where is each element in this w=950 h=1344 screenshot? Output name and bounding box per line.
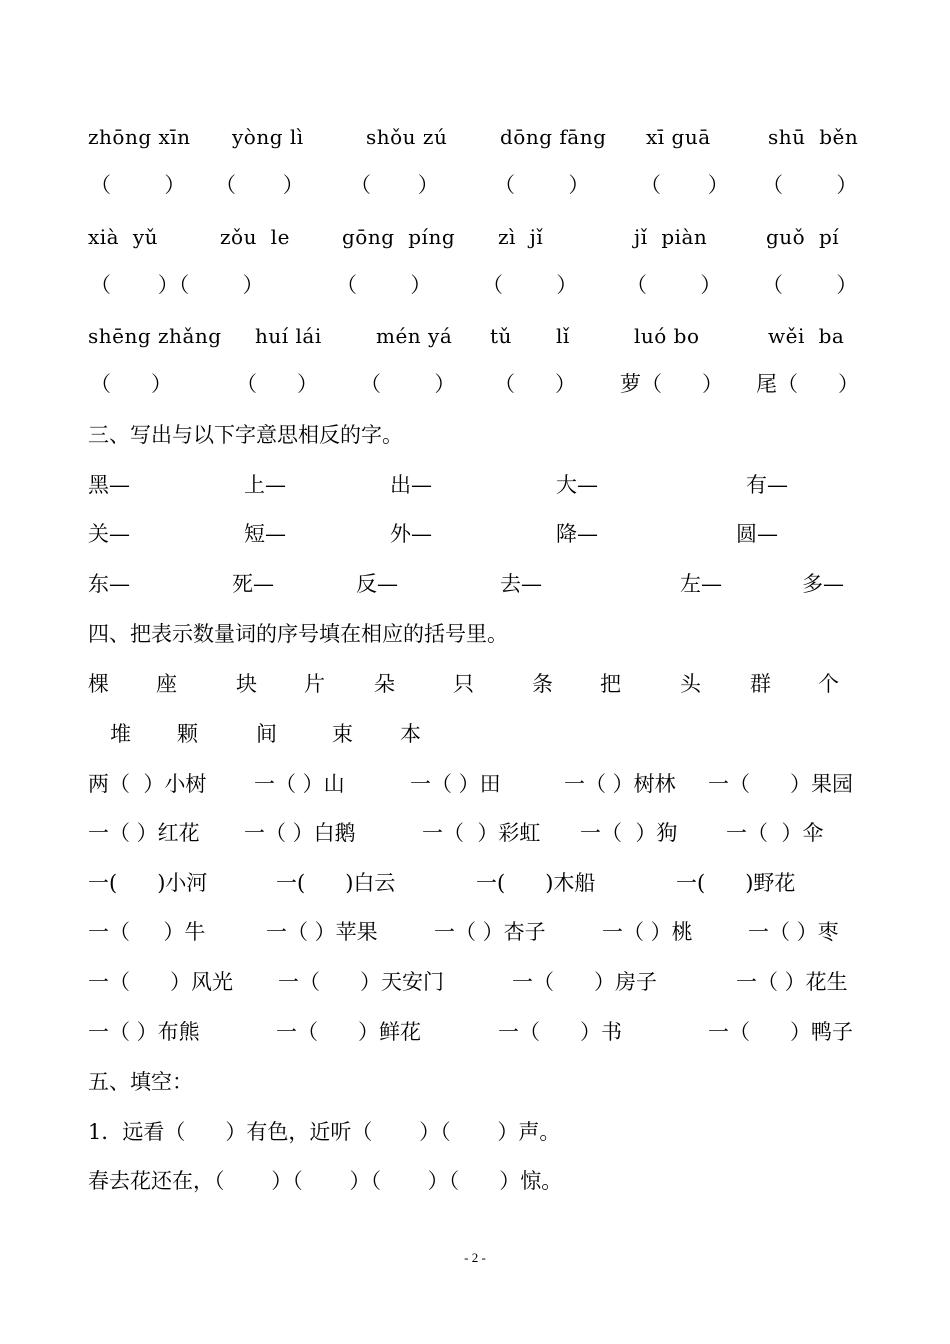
pinyin-text: luó bo xyxy=(634,324,700,348)
measure-word: 颗 xyxy=(177,722,198,746)
antonym-item: 东— xyxy=(88,572,130,596)
answer-blank: （ ） xyxy=(236,372,319,396)
measure-word: 本 xyxy=(400,722,421,746)
answer-blank: 尾（ ） xyxy=(756,372,860,396)
fill-phrase: 一( )白云 xyxy=(276,871,396,895)
pinyin-text: zì jǐ xyxy=(498,225,544,249)
measure-word: 群 xyxy=(750,672,771,696)
answer-blank: （ ） xyxy=(482,273,578,297)
fill-phrase: 一( )小河 xyxy=(88,871,208,895)
answer-blank: （ ） xyxy=(762,173,858,197)
page-number: - 2 - xyxy=(464,1250,486,1265)
answer-blank: 萝（ ） xyxy=(620,372,724,396)
pinyin-text: dōng fāng xyxy=(500,125,607,149)
answer-blank: （ ） xyxy=(360,372,456,396)
antonym-item: 有— xyxy=(746,473,788,497)
measure-word: 头 xyxy=(680,672,701,696)
measure-word: 间 xyxy=(256,722,277,746)
answer-blank: （ ） xyxy=(350,173,439,197)
fill-phrase: 一（ ）苹果 xyxy=(266,920,378,944)
fill-phrase: 一（ ）桃 xyxy=(602,920,693,944)
antonym-item: 左— xyxy=(680,572,722,596)
fill-phrase: 一( )野花 xyxy=(676,871,796,895)
pinyin-text: lǐ xyxy=(556,324,570,348)
measure-word: 块 xyxy=(236,672,257,696)
measure-word: 棵 xyxy=(88,672,109,696)
antonym-item: 关— xyxy=(88,522,130,546)
fill-phrase: 一（ ）鸭子 xyxy=(708,1020,854,1044)
section-heading: 三、写出与以下字意思相反的字。 xyxy=(88,423,403,447)
pinyin-text: wěi ba xyxy=(768,324,845,348)
measure-word: 束 xyxy=(332,722,353,746)
antonym-item: 多— xyxy=(802,572,844,596)
answer-blank: （ ） xyxy=(626,273,722,297)
answer-blank: （ ） xyxy=(90,173,186,197)
antonym-item: 圆— xyxy=(736,522,778,546)
fill-phrase: 两（ ）小树 xyxy=(88,772,207,796)
fill-phrase: 一（ ）风光 xyxy=(88,970,234,994)
measure-word: 片 xyxy=(304,672,325,696)
pinyin-text: zǒu le xyxy=(220,225,290,249)
antonym-item: 上— xyxy=(244,473,286,497)
antonym-item: 反— xyxy=(356,572,398,596)
answer-blank: （ ） xyxy=(762,273,858,297)
answer-blank: （ ） xyxy=(640,173,729,197)
measure-word: 只 xyxy=(453,672,474,696)
fill-phrase: 一（ ）杏子 xyxy=(434,920,546,944)
answer-blank: （ ）（ ） xyxy=(90,273,264,297)
fill-phrase: 一（ ）天安门 xyxy=(278,970,445,994)
measure-word: 座 xyxy=(156,672,177,696)
fill-phrase: 一( )木船 xyxy=(476,871,596,895)
fill-phrase: 一（ ）树林 xyxy=(564,772,676,796)
antonym-item: 大— xyxy=(556,473,598,497)
poem-line: 春去花还在，（ ）（ ）（ ）（ ）惊。 xyxy=(88,1169,563,1193)
answer-blank: （ ） xyxy=(494,372,577,396)
measure-word: 个 xyxy=(818,672,839,696)
fill-phrase: 一（ ）山 xyxy=(254,772,345,796)
measure-word: 堆 xyxy=(110,722,131,746)
pinyin-text: zhōng xīn xyxy=(88,125,191,149)
pinyin-text: shǒu zú xyxy=(366,125,448,149)
pinyin-text: mén yá xyxy=(376,324,453,348)
pinyin-text: yòng lì xyxy=(232,125,304,149)
answer-blank: （ ） xyxy=(90,372,173,396)
antonym-item: 死— xyxy=(232,572,274,596)
pinyin-text: xià yǔ xyxy=(88,225,158,249)
fill-phrase: 一（ ）书 xyxy=(498,1020,623,1044)
measure-word: 条 xyxy=(532,672,553,696)
poem-line: 1．远看（ ）有色，近听（ ）（ ）声。 xyxy=(88,1120,561,1144)
measure-word: 朵 xyxy=(374,672,395,696)
pinyin-text: huí lái xyxy=(255,324,322,348)
antonym-item: 外— xyxy=(390,522,432,546)
section-heading: 四、把表示数量词的序号填在相应的括号里。 xyxy=(88,622,508,646)
pinyin-text: shū běn xyxy=(768,125,859,149)
antonym-item: 降— xyxy=(556,522,598,546)
fill-phrase: 一（ ）花生 xyxy=(736,970,848,994)
fill-phrase: 一（ ）房子 xyxy=(512,970,658,994)
antonym-item: 黑— xyxy=(88,473,130,497)
pinyin-text: gōng píng xyxy=(342,225,456,249)
fill-phrase: 一（ ）白鹅 xyxy=(244,821,356,845)
pinyin-text: xī guā xyxy=(646,125,711,149)
fill-phrase: 一（ ）布熊 xyxy=(88,1020,200,1044)
fill-phrase: 一（ ）伞 xyxy=(726,821,824,845)
fill-phrase: 一（ ）鲜花 xyxy=(276,1020,422,1044)
fill-phrase: 一（ ）牛 xyxy=(88,920,206,944)
fill-phrase: 一（ ）彩虹 xyxy=(422,821,541,845)
answer-blank: （ ） xyxy=(336,273,432,297)
pinyin-text: shēng zhǎng xyxy=(88,324,222,348)
fill-phrase: 一（ ）狗 xyxy=(580,821,678,845)
answer-blank: （ ） xyxy=(494,173,590,197)
pinyin-text: guǒ pí xyxy=(766,225,840,249)
pinyin-text: tǔ xyxy=(490,324,512,348)
fill-phrase: 一（ ）红花 xyxy=(88,821,200,845)
fill-phrase: 一（ ）果园 xyxy=(708,772,854,796)
antonym-item: 去— xyxy=(500,572,542,596)
fill-phrase: 一（ ）田 xyxy=(410,772,501,796)
antonym-item: 短— xyxy=(244,522,286,546)
antonym-item: 出— xyxy=(390,473,432,497)
pinyin-text: jǐ piàn xyxy=(634,225,708,249)
section-heading: 五、填空： xyxy=(88,1070,193,1094)
fill-phrase: 一（ ）枣 xyxy=(748,920,839,944)
measure-word: 把 xyxy=(600,672,621,696)
answer-blank: （ ） xyxy=(215,173,304,197)
